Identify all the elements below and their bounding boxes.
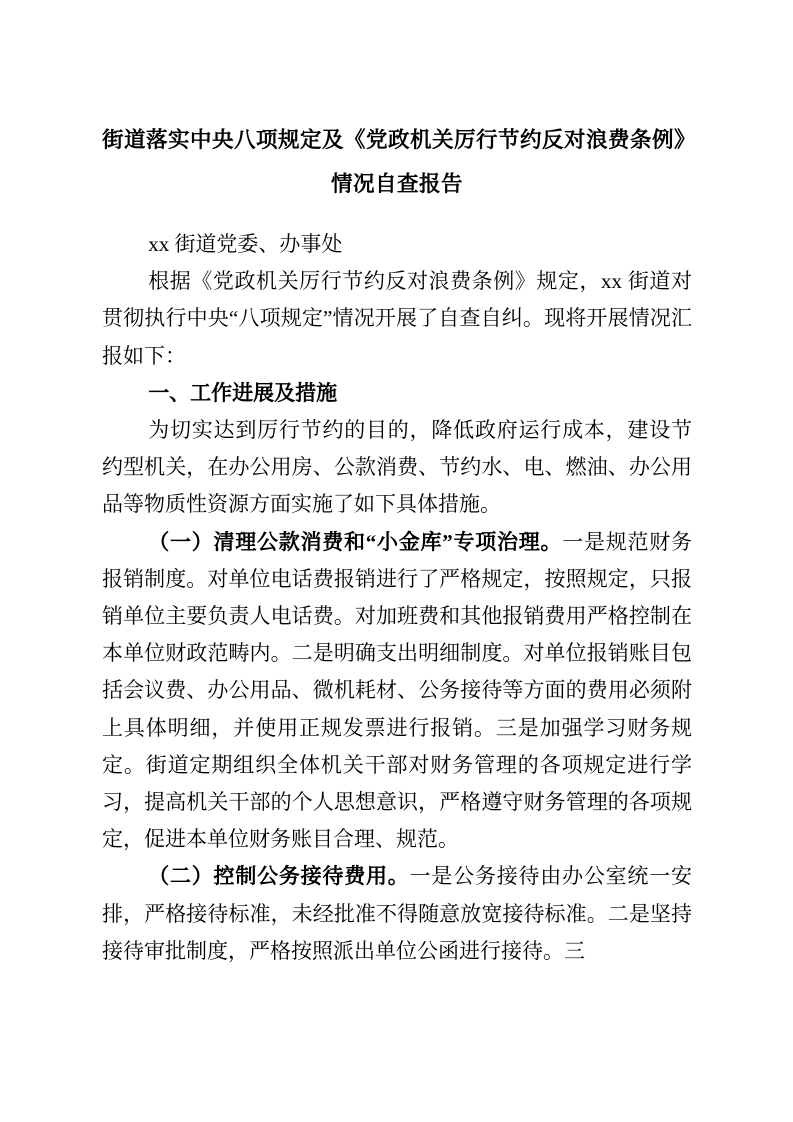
document-body <box>102 226 692 970</box>
document-title-line-1: 街道落实中央八项规定及《党政机关厉行节约反对浪费条例》 <box>102 128 697 152</box>
paragraph: 根据《党政机关厉行节约反对浪费条例》规定，xx 街道对贯彻执行中央“八项规定”情况开展了自查自纠。现将开展情况汇报如下： <box>102 269 692 368</box>
section-heading: 一、工作进展及措施 <box>148 381 338 405</box>
paragraph: （一）清理公款消费和“小金库”专项治理。一是规范财务报销制度。对单位电话费报销进行了严格规定，按照规定，只报销单位主要负责人电话费。对加班费和其他报销费用严格控制在本单位财政范畴内。二是明确支出明细制度。对单位报销账目包括会议费、办公用品、微机耗材、公务接待等方面的费用必须附上具体明细，并使用正规发票进行报销。三是加强学习财务规定。街道定期组织全体机关干部对财务管理的各项规定进行学习，提高机关干部的个人思想意识，严格遵守财务管理的各项规定，促进本单位财务账目合理、规范。 <box>102 529 693 852</box>
paragraph: xx 街道党委、办事处 <box>148 232 343 256</box>
document-title-line-2: 情况自查报告 <box>330 172 463 196</box>
paragraph: 为切实达到厉行节约的目的，降低政府运行成本，建设节约型机关，在办公用房、公款消费、节约水、电、燃油、办公用品等物质性资源方面实施了如下具体措施。 <box>102 418 692 517</box>
paragraph-lead: （二）控制公务接待费用。 <box>148 864 410 889</box>
document-title <box>102 118 697 206</box>
paragraph-lead: （一）清理公款消费和“小金库”专项治理。 <box>148 529 563 554</box>
paragraph: （二）控制公务接待费用。一是公务接待由办公室统一安排，严格接待标准，未经批准不得随意放宽接待标准。二是坚持接待审批制度，严格按照派出单位公函进行接待。三 <box>102 864 692 963</box>
